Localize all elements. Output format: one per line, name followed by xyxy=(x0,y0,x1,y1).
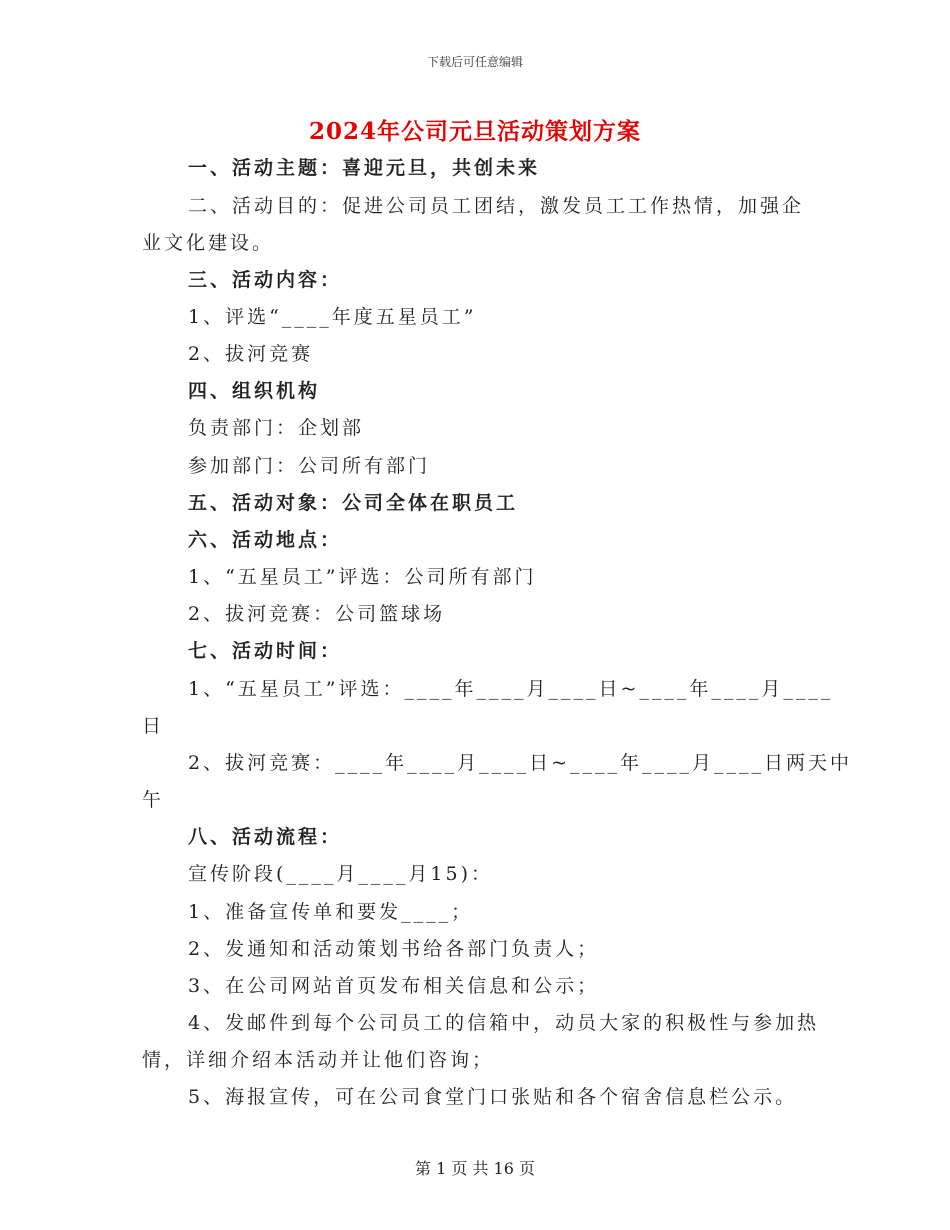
section-location: 六、活动地点： xyxy=(188,529,343,551)
section-theme: 一、活动主题：喜迎元旦，共创未来 xyxy=(188,157,541,179)
time-item-2: 2、拔河竞赛：____年____月____日~____年____月____日两天中 xyxy=(188,752,853,774)
time-item-1: 1、“五星员工”评选：____年____月____日~____年____月____ xyxy=(188,678,834,700)
process-item-3: 3、在公司网站首页发布相关信息和公示； xyxy=(188,975,600,997)
time-item-2-cont: 午 xyxy=(142,789,165,811)
process-item-2: 2、发通知和活动策划书给各部门负责人； xyxy=(188,938,600,960)
content-item-2: 2、拔河竞赛 xyxy=(188,343,314,365)
section-purpose-cont: 业文化建设。 xyxy=(142,232,275,254)
location-item-1: 1、“五星员工”评选：公司所有部门 xyxy=(188,566,537,588)
page-number: 第 1 页 共 16 页 xyxy=(415,1159,535,1178)
document-title: 2024年公司元旦活动策划方案 xyxy=(308,118,641,145)
section-process: 八、活动流程： xyxy=(188,826,343,848)
location-item-2: 2、拔河竞赛：公司篮球场 xyxy=(188,603,446,625)
page-header: 下载后可任意编辑 xyxy=(426,55,523,69)
content-item-1: 1、评选“____年度五星员工” xyxy=(188,306,477,328)
time-item-1-cont: 日 xyxy=(142,715,165,737)
section-organization: 四、组织机构 xyxy=(188,380,321,402)
process-item-4: 4、发邮件到每个公司员工的信箱中，动员大家的积极性与参加热 xyxy=(188,1012,820,1034)
process-item-4-cont: 情，详细介绍本活动并让他们咨询； xyxy=(142,1049,495,1071)
section-content: 三、活动内容： xyxy=(188,269,343,291)
org-participating: 参加部门：公司所有部门 xyxy=(188,455,431,477)
process-phase: 宣传阶段(____月____月15)： xyxy=(188,863,494,885)
section-time: 七、活动时间： xyxy=(188,640,343,662)
section-audience: 五、活动对象：公司全体在职员工 xyxy=(188,492,519,514)
org-responsible: 负责部门：企划部 xyxy=(188,417,365,439)
process-item-5: 5、海报宣传，可在公司食堂门口张贴和各个宿舍信息栏公示。 xyxy=(188,1086,798,1108)
process-item-1: 1、准备宣传单和要发____； xyxy=(188,901,474,923)
section-purpose: 二、活动目的：促进公司员工团结，激发员工工作热情，加强企 xyxy=(188,195,805,217)
